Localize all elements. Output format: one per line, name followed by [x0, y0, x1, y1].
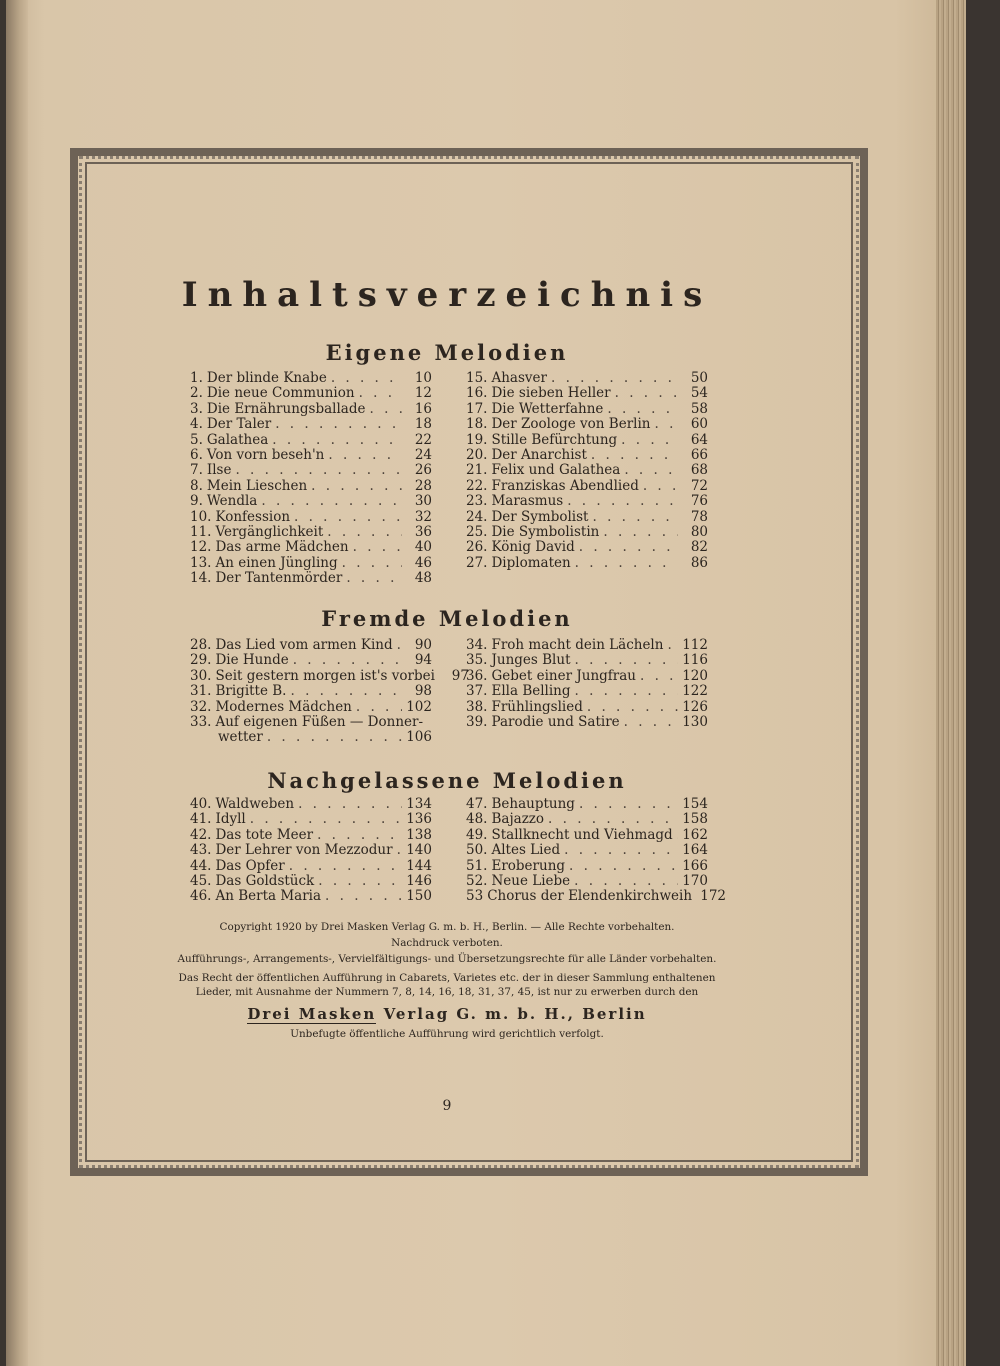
toc-entry-title: An einen Jüngling: [215, 554, 338, 571]
dot-leader: [317, 828, 402, 843]
toc-entry-page: 150: [406, 888, 432, 905]
toc-entry-number: 32.: [190, 698, 212, 715]
toc-entry-title: Der Anarchist: [491, 446, 587, 463]
toc-entry-number: 18.: [466, 416, 488, 433]
toc-entry-number: 39.: [466, 713, 488, 730]
toc-entry-number: 12.: [190, 539, 212, 556]
toc-entry: [466, 371, 708, 386]
toc-entry-page: 36: [414, 523, 432, 540]
section-heading-eigene-melodien: Eigene Melodien: [325, 340, 569, 365]
section-heading-fremde-melodien: Fremde Melodien: [321, 606, 573, 631]
toc-entry: [466, 669, 708, 684]
toc-entry: [190, 571, 432, 586]
dot-leader: [294, 510, 402, 525]
dot-leader: [272, 433, 402, 448]
toc-entry-number: 42.: [190, 826, 212, 843]
toc-entry-page: 136: [406, 811, 432, 828]
toc-entry-number: 24.: [466, 508, 488, 525]
toc-entry-title: Brigitte B.: [215, 683, 287, 700]
toc-entry-title: Die Wetterfahne: [491, 400, 604, 417]
dot-leader: [575, 653, 679, 668]
toc-entry: [466, 797, 708, 812]
toc-entry-number: 7.: [190, 462, 203, 479]
toc-entry-number: 13.: [190, 554, 212, 571]
toc-entry-page: 116: [682, 652, 708, 669]
toc-entry-page: 58: [690, 400, 708, 417]
toc-entry: [466, 540, 708, 555]
dot-leader: [621, 433, 678, 448]
toc-entry: [190, 667, 469, 684]
toc-entry-number: 40.: [190, 796, 212, 812]
toc-entry-page: 46: [414, 554, 432, 571]
toc-entry-title: Wendla: [206, 493, 258, 510]
page-gutter: [6, 0, 28, 1366]
toc-entry-page: 144: [406, 857, 432, 874]
toc-entry: [190, 812, 432, 827]
dot-leader: [574, 874, 678, 889]
dot-leader: [640, 669, 678, 684]
dot-leader: [353, 540, 402, 555]
toc-entry: [190, 433, 432, 448]
toc-entry-page: 146: [406, 872, 432, 889]
copyright-notice: Copyright 1920 by Drei Masken Verlag G. m. b. H., Berlin. — Alle Rechte vorbehalten.: [219, 921, 675, 933]
dot-leader: [290, 684, 402, 699]
page-title: Inhaltsverzeichnis: [181, 275, 713, 315]
dot-leader: [575, 556, 678, 571]
toc-entry: [190, 371, 432, 386]
toc-entry-number: 26.: [466, 539, 488, 556]
toc-entry-number: 52.: [466, 872, 488, 889]
toc-entry-number: 45.: [190, 872, 212, 889]
toc-entry-number: 47.: [466, 796, 488, 812]
toc-entry: [466, 874, 708, 889]
toc-entry-title: Der Zoologe von Berlin: [491, 416, 651, 433]
toc-entry-title: Frühlingslied: [491, 698, 583, 715]
toc-entry: [466, 638, 708, 653]
toc-entry-number: 50.: [466, 842, 488, 859]
toc-entry-page: 112: [682, 637, 708, 653]
toc-entry-title: Stille Befürchtung: [491, 431, 618, 448]
dot-leader: [564, 843, 678, 858]
toc-entry: [466, 463, 708, 478]
toc-entry-page: 12: [414, 385, 432, 402]
toc-entry-page: 86: [690, 554, 708, 571]
dot-leader: [615, 386, 678, 401]
toc-column-eigene-left: [190, 371, 432, 586]
dot-leader: [331, 371, 402, 386]
toc-entry: [190, 715, 432, 730]
toc-entry-number: 9.: [190, 493, 203, 510]
dot-leader: [624, 715, 678, 730]
toc-entry-number: 53: [466, 888, 484, 905]
toc-entry-number: 30.: [190, 667, 212, 684]
toc-entry-title: An Berta Maria: [215, 888, 322, 905]
toc-entry-title: Galathea: [206, 431, 269, 448]
toc-entry-page: 170: [682, 872, 708, 889]
toc-entry-number: 20.: [466, 446, 488, 463]
toc-entry: [466, 556, 708, 571]
toc-entry-number: 23.: [466, 493, 488, 510]
dot-leader: [643, 479, 678, 494]
toc-entry-page: 30: [414, 493, 432, 510]
dot-leader: [575, 684, 678, 699]
toc-entry-number: 25.: [466, 523, 488, 540]
book-cover-edge: [966, 0, 1000, 1366]
toc-entry-number: 21.: [466, 462, 488, 479]
dot-leader: [551, 371, 678, 386]
toc-entry-number: 5.: [190, 431, 203, 448]
toc-entry-number: 27.: [466, 554, 488, 571]
toc-entry-number: 22.: [466, 477, 488, 494]
toc-entry: [466, 479, 708, 494]
dot-leader: [342, 556, 402, 571]
toc-entry-title: Diplomaten: [491, 554, 571, 571]
toc-entry-title: Von vorn beseh'n: [206, 446, 325, 463]
toc-entry-number: 46.: [190, 888, 212, 905]
toc-entry-page: 26: [414, 462, 432, 479]
toc-entry-page: 154: [682, 796, 708, 812]
dot-leader: [250, 812, 402, 827]
dot-leader: [607, 402, 678, 417]
toc-entry-number: 3.: [190, 400, 203, 417]
toc-entry-number: 38.: [466, 698, 488, 715]
toc-entry: [190, 417, 432, 432]
toc-entry-page: 138: [406, 826, 432, 843]
dot-leader: [327, 525, 402, 540]
warning-notice: Unbefugte öffentliche Aufführung wird gerichtlich verfolgt.: [290, 1028, 604, 1040]
toc-entry-number: 8.: [190, 477, 203, 494]
toc-entry-page: 22: [414, 431, 432, 448]
toc-entry-page: 48: [414, 570, 432, 587]
dot-leader: [325, 889, 402, 904]
toc-entry-number: 6.: [190, 446, 203, 463]
toc-entry: [466, 812, 708, 827]
toc-entry-title: Marasmus: [491, 493, 564, 510]
toc-entry-page: 28: [414, 477, 432, 494]
toc-entry: [190, 479, 432, 494]
toc-entry-title: Eroberung: [491, 857, 566, 874]
toc-entry-title: Ahasver: [491, 370, 547, 386]
toc-entry-number: 15.: [466, 370, 488, 386]
toc-entry: [190, 700, 432, 715]
toc-entry: [190, 525, 432, 540]
toc-entry: [466, 386, 708, 401]
toc-entry: [466, 828, 708, 843]
toc-entry: [190, 494, 432, 509]
toc-entry-title: Der Symbolist: [491, 508, 589, 525]
toc-entry-title: Neue Liebe: [491, 872, 571, 889]
toc-entry-page: 54: [690, 385, 708, 402]
toc-entry: [466, 843, 708, 858]
toc-entry-number: 49.: [466, 826, 488, 843]
dot-leader: [654, 417, 678, 432]
page-number: 9: [442, 1098, 452, 1114]
toc-entry-title: Junges Blut: [491, 652, 571, 669]
toc-entry: [190, 556, 432, 571]
dot-leader: [603, 525, 678, 540]
toc-entry-page: 90: [414, 637, 432, 653]
toc-entry-number: 44.: [190, 857, 212, 874]
toc-entry: [466, 859, 708, 874]
toc-entry-page: 16: [414, 400, 432, 417]
toc-entry-page: 130: [682, 713, 708, 730]
dot-leader: [579, 797, 678, 812]
dot-leader: [591, 448, 678, 463]
toc-entry-page: 68: [690, 462, 708, 479]
toc-entry: [466, 494, 708, 509]
toc-entry-number: 48.: [466, 811, 488, 828]
toc-entry: [190, 730, 432, 745]
dot-leader: [397, 638, 402, 653]
toc-entry-title: Chorus der Elendenkirchweih: [487, 888, 693, 905]
toc-entry: [466, 684, 708, 699]
toc-entry-title: wetter: [218, 729, 263, 746]
toc-entry: [466, 448, 708, 463]
publisher-line: [170, 1005, 724, 1023]
dot-leader: [397, 843, 402, 858]
toc-entry-title: Behauptung: [491, 796, 575, 812]
toc-entry-page: 97: [451, 667, 469, 684]
toc-entry-title: Parodie und Satire: [491, 713, 620, 730]
toc-entry-page: 140: [406, 842, 432, 859]
toc-entry-page: 24: [414, 446, 432, 463]
toc-entry-page: 66: [690, 446, 708, 463]
toc-entry-page: 162: [682, 826, 708, 843]
dot-leader: [548, 812, 678, 827]
toc-entry-page: 10: [414, 370, 432, 386]
toc-entry: [466, 402, 708, 417]
toc-entry-number: 29.: [190, 652, 212, 669]
toc-entry-page: 76: [690, 493, 708, 510]
toc-column-fremde-right: [466, 638, 708, 730]
section-heading-nachgelassene-melodien: Nachgelassene Melodien: [267, 768, 627, 793]
toc-entry-title: Mein Lieschen: [206, 477, 308, 494]
toc-entry-title: Ella Belling: [491, 683, 571, 700]
toc-entry-number: 33.: [190, 713, 212, 730]
toc-entry-number: 36.: [466, 667, 488, 684]
toc-entry: [190, 889, 432, 904]
toc-entry-title: Das Goldstück: [215, 872, 315, 889]
toc-entry: [190, 653, 432, 668]
publisher-rest: Verlag G. m. b. H., Berlin: [376, 1005, 647, 1023]
toc-entry-page: 102: [406, 698, 432, 715]
toc-entry-page: 172: [700, 888, 727, 905]
toc-entry: [466, 510, 708, 525]
toc-entry-title: Froh macht dein Lächeln: [491, 637, 664, 653]
toc-entry-number: 51.: [466, 857, 488, 874]
dot-leader: [318, 874, 402, 889]
toc-entry-number: 34.: [466, 637, 488, 653]
performance-notice-line1: Das Recht der öffentlichen Aufführung in Cabarets, Varietes etc. der in dieser Sammlung enthaltenen: [178, 972, 716, 984]
toc-entry-page: 106: [406, 729, 432, 746]
toc-entry-title: Konfession: [215, 508, 291, 525]
dot-leader: [275, 417, 402, 432]
toc-entry-number: 17.: [466, 400, 488, 417]
performance-notice-line2: Lieder, mit Ausnahme der Nummern 7, 8, 14, 16, 18, 31, 37, 45, ist nur zu erwerben durch den: [195, 986, 699, 998]
toc-entry-page: 82: [690, 539, 708, 556]
toc-entry: [190, 797, 432, 812]
toc-entry-page: 32: [414, 508, 432, 525]
dot-leader: [311, 479, 402, 494]
toc-entry-number: 1.: [190, 370, 203, 386]
toc-entry-title: Idyll: [215, 811, 246, 828]
toc-entry-title: Das tote Meer: [215, 826, 314, 843]
toc-entry-title: Das Opfer: [215, 857, 285, 874]
toc-entry-page: 80: [690, 523, 708, 540]
dot-leader: [293, 653, 402, 668]
toc-entry-page: 64: [690, 431, 708, 448]
toc-entry-number: 10.: [190, 508, 212, 525]
dot-leader: [587, 700, 678, 715]
toc-entry-number: 4.: [190, 416, 203, 433]
toc-entry-number: 16.: [466, 385, 488, 402]
reprint-notice: Nachdruck verboten.: [391, 937, 503, 949]
toc-entry-page: 60: [690, 416, 708, 433]
toc-entry-number: 2.: [190, 385, 203, 402]
toc-entry: [190, 448, 432, 463]
toc-entry: [190, 843, 432, 858]
toc-entry: [190, 859, 432, 874]
toc-entry-number: 19.: [466, 431, 488, 448]
toc-entry: [190, 638, 432, 653]
toc-entry-title: Das Lied vom armen Kind: [215, 637, 393, 653]
toc-entry-page: 18: [414, 416, 432, 433]
toc-entry-title: Felix und Galathea: [491, 462, 621, 479]
toc-entry-page: 40: [414, 539, 432, 556]
toc-entry-title: Auf eigenen Füßen — Donner-: [215, 713, 424, 730]
dot-leader: [592, 510, 678, 525]
toc-entry-page: 120: [682, 667, 708, 684]
toc-column-fremde-left: [190, 637, 469, 746]
dot-leader: [261, 494, 402, 509]
toc-entry: [190, 386, 432, 401]
toc-entry-page: 164: [682, 842, 708, 859]
toc-column-nachgelassene-right: [466, 796, 727, 905]
toc-entry-page: 166: [682, 857, 708, 874]
toc-entry-number: 28.: [190, 637, 212, 653]
toc-entry-page: 72: [690, 477, 708, 494]
toc-entry-page: 50: [690, 370, 708, 386]
dot-leader: [346, 571, 402, 586]
toc-entry-title: Modernes Mädchen: [215, 698, 352, 715]
toc-entry-title: Die sieben Heller: [491, 385, 611, 402]
toc-entry-title: Altes Lied: [491, 842, 561, 859]
toc-entry: [190, 874, 432, 889]
toc-entry-title: Der Taler: [206, 416, 272, 433]
toc-entry: [466, 653, 708, 668]
toc-entry-number: 35.: [466, 652, 488, 669]
dot-leader: [267, 730, 402, 745]
dot-leader: [359, 386, 402, 401]
toc-entry-number: 14.: [190, 570, 212, 587]
toc-entry-title: Stallknecht und Viehmagd: [491, 826, 673, 843]
toc-entry-number: 41.: [190, 811, 212, 828]
toc-entry: [466, 417, 708, 432]
toc-entry: [190, 540, 432, 555]
toc-entry-title: Gebet einer Jungfrau: [491, 667, 636, 684]
dot-leader: [235, 463, 402, 478]
toc-column-nachgelassene-left: [190, 797, 432, 905]
dot-leader: [298, 797, 402, 812]
toc-entry-page: 98: [414, 683, 432, 700]
dot-leader: [328, 448, 402, 463]
toc-entry-number: 43.: [190, 842, 212, 859]
toc-entry-page: 126: [682, 698, 708, 715]
rights-notice: Aufführungs-, Arrangements-, Vervielfältigungs- und Übersetzungsrechte für alle Länder vorbehalten.: [177, 953, 717, 965]
toc-entry-title: Die Hunde: [215, 652, 289, 669]
publisher-name: Drei Masken: [247, 1005, 377, 1023]
dot-leader: [677, 828, 678, 843]
dot-leader: [624, 463, 678, 478]
toc-entry: [190, 684, 432, 699]
dot-leader: [289, 859, 402, 874]
toc-entry-title: Ilse: [206, 462, 232, 479]
toc-entry: [466, 888, 727, 905]
toc-entry-title: Vergänglichkeit: [215, 523, 324, 540]
toc-entry-title: Seit gestern morgen ist's vorbei: [215, 667, 435, 684]
toc-entry-number: 37.: [466, 683, 488, 700]
dot-leader: [579, 540, 678, 555]
dot-leader: [569, 859, 678, 874]
toc-entry-page: 134: [406, 796, 432, 812]
toc-entry: [466, 433, 708, 448]
toc-entry-title: Der Tantenmörder: [215, 570, 343, 587]
toc-entry: [466, 525, 708, 540]
toc-entry-title: Bajazzo: [491, 811, 545, 828]
toc-entry-title: König David: [491, 539, 575, 556]
toc-entry-page: 78: [690, 508, 708, 525]
toc-entry-title: Die neue Communion: [206, 385, 355, 402]
toc-entry: [190, 828, 432, 843]
toc-entry-number: 11.: [190, 523, 212, 540]
dot-leader: [567, 494, 678, 509]
toc-entry-title: Die Ernährungsballade: [206, 400, 366, 417]
toc-entry-page: 158: [682, 811, 708, 828]
toc-entry: [466, 700, 708, 715]
toc-entry: [190, 510, 432, 525]
dot-leader: [356, 700, 402, 715]
toc-entry-title: Franziskas Abendlied: [491, 477, 639, 494]
dot-leader: [369, 402, 402, 417]
toc-entry: [466, 715, 708, 730]
toc-entry-title: Waldweben: [215, 796, 295, 812]
toc-entry-number: 31.: [190, 683, 212, 700]
toc-entry-title: Der blinde Knabe: [206, 370, 327, 386]
dot-leader: [667, 638, 678, 653]
toc-entry-page: 94: [414, 652, 432, 669]
toc-column-eigene-right: [466, 371, 708, 571]
toc-entry: [190, 402, 432, 417]
toc-entry-page: 122: [682, 683, 708, 700]
toc-entry-title: Der Lehrer von Mezzodur: [215, 842, 393, 859]
toc-entry-title: Die Symbolistin: [491, 523, 600, 540]
toc-entry-title: Das arme Mädchen: [215, 539, 349, 556]
toc-entry: [190, 463, 432, 478]
